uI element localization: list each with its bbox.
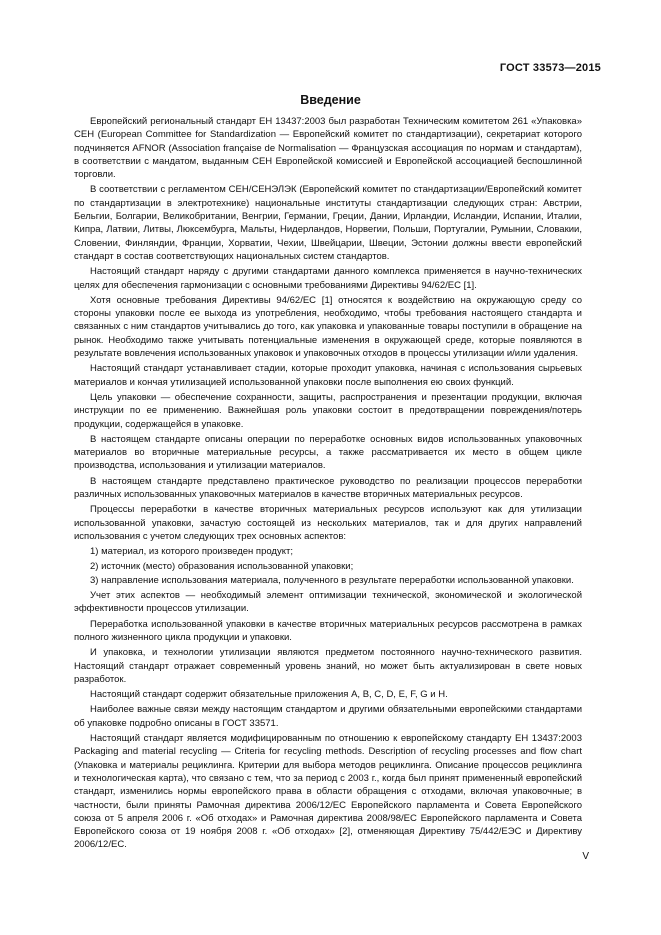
list-item: 3) направление использования материала, полученного в результате переработки использованной упаковки. [90, 574, 574, 586]
paragraph: Цель упаковки — обеспечение сохранности, защиты, распространения и презентации продукции, включая инструкции по ее применению. Важнейшая роль упаковки состоит в предотвращении повреждения/потерь продукции, содержащейся в упаковке. [74, 391, 582, 430]
page-number: V [582, 851, 589, 862]
paragraph: Европейский региональный стандарт ЕН 13437:2003 был разработан Техническим комитетом 261 «Упаковка» CEH (European Committee for Standardization — Европейский комитет по стандартизации), секретариат которого подчиняется AFNOR (Association française de Normalisation — Французская ассоциация по нормам и стандартам), в соответствии с мандатом, выданным СЕН Европейской комиссией и Европейской ассоциацией беспошлинной торговли. [74, 116, 582, 181]
list-item: 1) материал, из которого произведен продукт; [90, 546, 293, 558]
paragraph: Хотя основные требования Директивы 94/62/ЕС [1] относятся к воздействию на окружающую среду со стороны упаковки после ее выхода из употребления, необходимо, чтобы требования настоящего стандарта и связанных с ним стандартов учитывались до того, как упаковка и упакованные товары поступили в обращение на рынок. Необходимо также учитывать потенциальные изменения в окружающей среде, которые появляются в результате вовлечения использованных упаковок и упаковочных отходов в процессы утилизации и/или удаления. [74, 294, 582, 360]
paragraph: Учет этих аспектов — необходимый элемент оптимизации технической, экономической и экологической эффективности процессов утилизации. [74, 590, 582, 615]
paragraph: Настоящий стандарт является модифицированным по отношению к европейскому стандарту ЕН 13437:2003 Packaging and material recycling — Criteria for recycling methods. Description of recycling processes and flow chart (Упаковка и материалы рециклинга. Критерии для выбора методов рециклинга. Описание процессов рециклинга и технологическая карта), что связано с тем, что за период с 2003 г., когда был принят примененный европейский стандарт, изменились нормы европейского права в области обращения с отходами, включая упаковочные; в частности, были приняты Рамочная директива 2006/12/ЕС Европейского парламента и Совета Европейского союза от 5 апреля 2006 г. «Об отходах» и Рамочная директива 2008/98/ЕС Европейского парламента и Совета Европейского союза от 19 ноября 2008 г. «Об отходах» [2], отменяющая Директиву 75/442/ЕЭС и Директиву 2006/12/ЕС. [74, 733, 582, 851]
paragraph: Наиболее важные связи между настоящим стандартом и другими обязательными европейскими стандартами об упаковке подробно описаны в ГОСТ 33571. [74, 704, 582, 729]
document-code: ГОСТ 33573—2015 [499, 62, 601, 74]
paragraph: В настоящем стандарте описаны операции по переработке основных видов использованных упаковочных материалов во вторичные материальные ресурсы, а также рассматривается их место в общем цикле производства, использования и утилизации материалов. [74, 433, 582, 472]
paragraph: Настоящий стандарт наряду с другими стандартами данного комплекса применяется в научно-технических целях для обеспечения гармонизации с основными требованиями Директивы 94/62/ЕС [1]. [74, 266, 582, 291]
section-title: Введение [300, 93, 361, 107]
paragraph: В соответствии с регламентом СЕН/СЕНЭЛЭК (Европейский комитет по стандартизации/Европейский комитет по стандартизации в электротехнике) национальные институты стандартизации следующих стран: Австрии, Бельгии, Болгарии, Великобритании, Венгрии, Германии, Греции, Дании, Ирландии, Исландии, Испании, Италии, Кипра, Латвии, Литвы, Люксембурга, Мальты, Нидерландов, Норвегии, Польши, Португалии, Румынии, Словакии, Словении, Финляндии, Франции, Хорватии, Чехии, Швейцарии, Швеции, Эстонии должны ввести европейский стандарт в состав соответствующих национальных систем стандартов. [74, 184, 582, 262]
list-item: 2) источник (место) образования использованной упаковки; [90, 560, 354, 572]
paragraph: Настоящий стандарт устанавливает стадии, которые проходит упаковка, начиная с использования сырьевых материалов и кончая утилизацией использованной упаковки после выполнения ею своих функций. [74, 363, 582, 388]
document-body [74, 115, 582, 854]
paragraph: Настоящий стандарт содержит обязательные приложения А, В, С, D, Е, F, G и Н. [90, 689, 448, 701]
paragraph: В настоящем стандарте представлено практическое руководство по реализации процессов переработки различных использованных упаковочных материалов в качестве вторичных материальных ресурсов. [74, 475, 582, 501]
paragraph: Процессы переработки в качестве вторичных материальных ресурсов используют как для утилизации использованной упаковки, зачастую состоящей из нескольких материалов, так и для других направлений использования с учетом следующих трех основных аспектов: [74, 504, 582, 542]
paragraph: И упаковка, и технологии утилизации являются предметом постоянного научно-технического развития. Настоящий стандарт отражает современный уровень знаний, но может быть актуализирован в свете новых разработок. [74, 647, 582, 685]
paragraph: Переработка использованной упаковки в качестве вторичных материальных ресурсов рассмотрена в рамках полного жизненного цикла продукции и упаковки. [74, 618, 582, 643]
